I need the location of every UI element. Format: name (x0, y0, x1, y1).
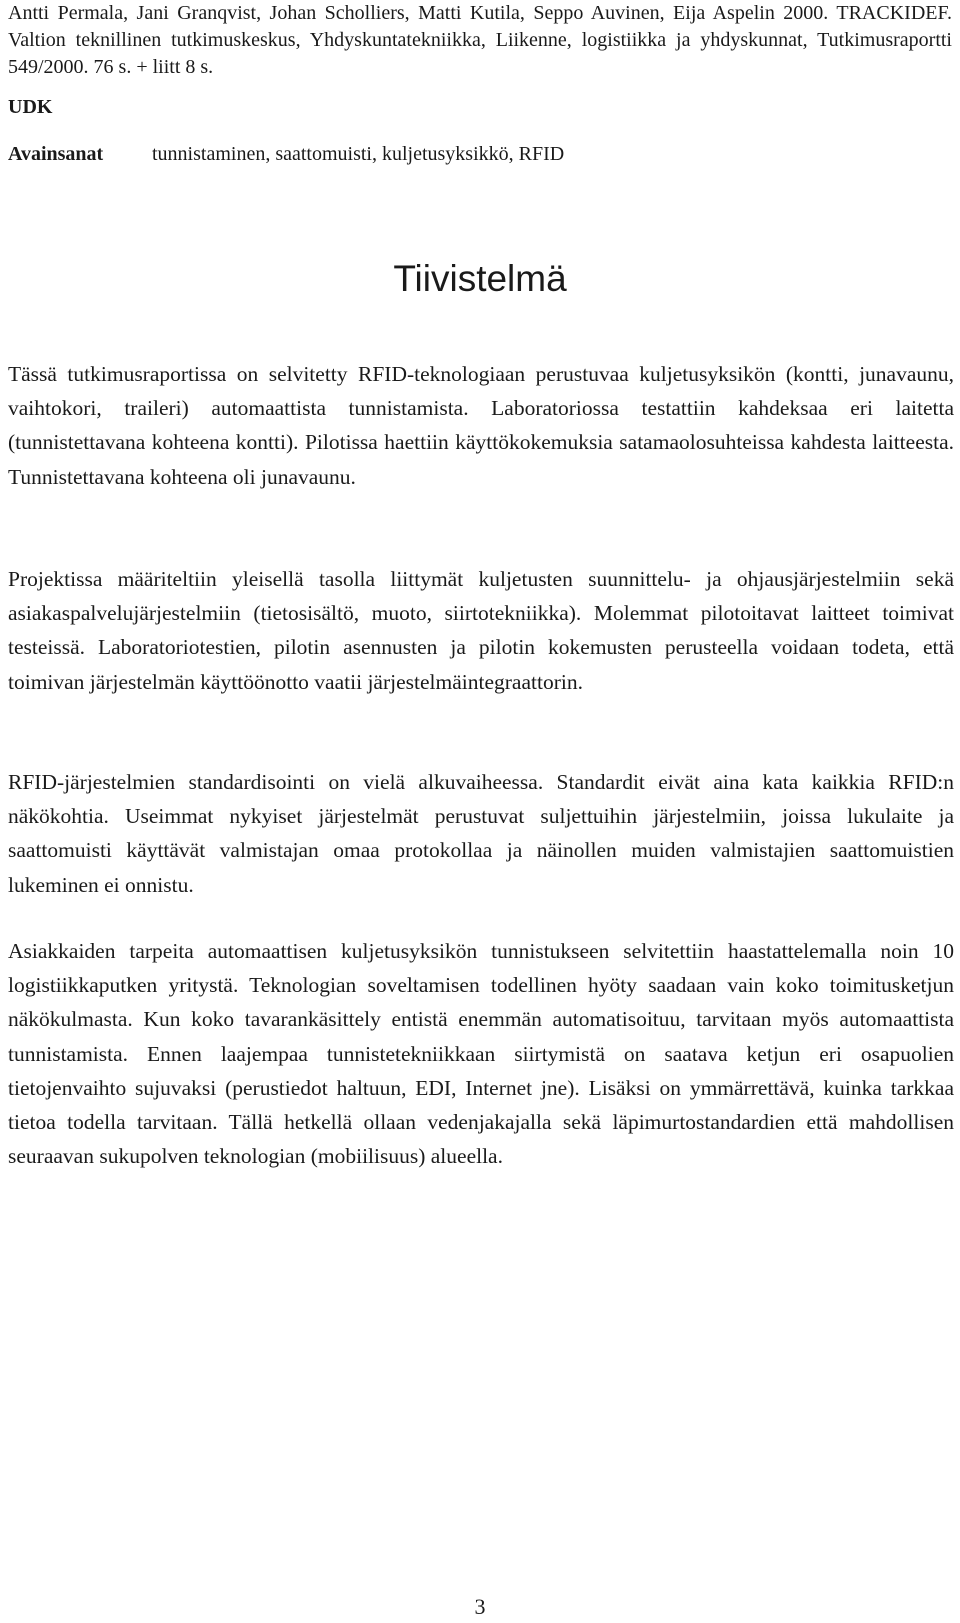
abstract-paragraph: Tässä tutkimusraportissa on selvitetty RFID-teknologiaan perustuvaa kuljetusyksikön (kontti, junavaunu, vaihtokori, traileri) automaattista tunnistamista. Laboratoriossa testattiin kahdeksaa eri laitetta (tunnistettavana kohteena kontti). Pilotissa haettiin käyttökokemuksia satamaolosuhteissa kahdesta laitteesta. Tunnistettavana kohteena oli junavaunu. (8, 362, 954, 489)
abstract-paragraph: RFID-järjestelmien standardisointi on vielä alkuvaiheessa. Standardit eivät aina kata kaikkia RFID:n näkökohtia. Useimmat nykyiset järjestelmät perustuvat suljettuihin järjestelmiin, joissa lukulaite ja saattomuisti käyttävät valmistajan omaa protokollaa ja näinollen muiden valmistajien saattomuistien lukeminen ei onnistu. (8, 770, 954, 897)
abstract-paragraph: Asiakkaiden tarpeita automaattisen kuljetusyksikön tunnistukseen selvitettiin haastattelemalla noin 10 logistiikkaputken yritystä. Teknologian soveltamisen todellinen hyöty saadaan vain koko toimitusketjun näkökulmasta. Kun koko tavarankäsittely entistä enemmän automatisoituu, tarvitaan myös automaattista tunnistamista. Ennen laajempaa tunnistetekniikkaan siirtymistä on saatava ketjun eri osapuolien tietojenvaihto sujuvaksi (perustiedot haltuun, EDI, Internet jne). Lisäksi on ymmärrettävä, kuinka tarkkaa tietoa todella tarvitaan. Tällä hetkellä ollaan vedenjakajalla sekä läpimurtostandardien että mahdollisen seuraavan sukupolven teknologian (mobiilisuus) alueella. (8, 939, 954, 1169)
udk-label: UDK (8, 96, 53, 118)
page-number: 3 (474, 1594, 486, 1619)
abstract-title: Tiivistelmä (393, 258, 567, 299)
abstract-paragraph: Projektissa määriteltiin yleisellä tasolla liittymät kuljetusten suunnittelu- ja ohjausjärjestelmiin sekä asiakaspalvelujärjestelmiin (tietosisältö, muoto, siirtotekniikka). Molemmat pilotoitavat laitteet toimivat testeissä. Laboratoriotestien, pilotin asennusten ja pilotin kokemusten perusteella voidaan todeta, että toimivan järjestelmän käyttöönotto vaatii järjestelmäintegraattorin. (8, 567, 954, 694)
keywords-label: Avainsanat (8, 143, 104, 165)
keywords-value: tunnistaminen, saattomuisti, kuljetusyksikkö, RFID (152, 143, 565, 165)
citation-text: Antti Permala, Jani Granqvist, Johan Scholliers, Matti Kutila, Seppo Auvinen, Eija Aspelin 2000. TRACKIDEF. Valtion teknillinen tutkimuskeskus, Yhdyskuntatekniikka, Liikenne, logistiikka ja yhdyskunnat, Tutkimusraportti 549/2000. 76 s. + liitt 8 s. (8, 2, 952, 78)
